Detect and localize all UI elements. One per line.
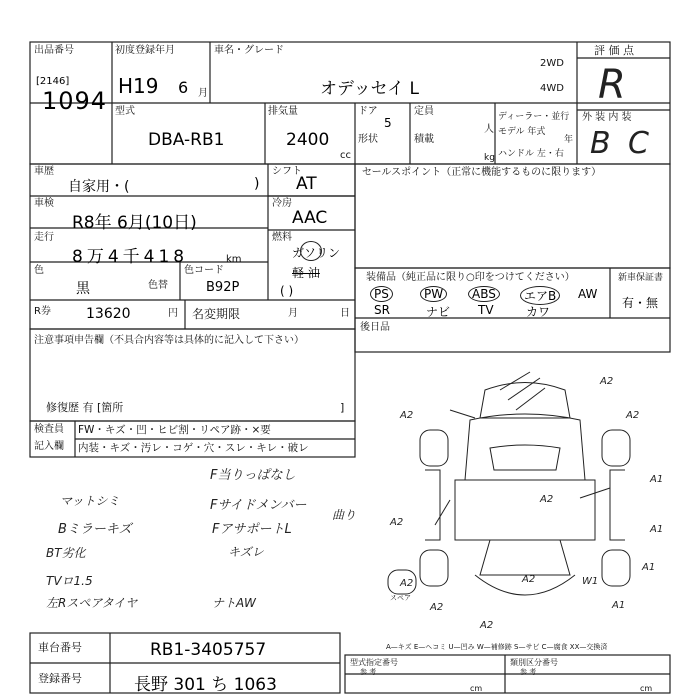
equip-aw: AW [578,287,598,301]
cert-number-label: 型式指定番号 [350,658,398,667]
door-count: 5 [384,116,392,130]
note-line-11: ナトAW [212,596,256,610]
mileage-value: 8万4千418 [72,247,189,267]
category-label: 車歴 [34,166,54,177]
capacity-label: 定員 [414,106,434,117]
handle-label: ハンドル 左・右 [498,149,564,159]
month-unit: 月 [198,88,208,99]
sales-point-title: セールスポイント（正常に機能するものに限ります） [362,167,602,178]
color-label: 色 [34,265,44,276]
score-value: R [598,62,626,108]
model-code: DBA-RB1 [148,130,225,150]
note-line-1: F当りっぱなし [210,468,296,483]
reference-label-1: 参 考 [360,668,377,676]
damage-mark-13: A2 [480,620,494,630]
damage-mark-8: A1 [642,562,656,573]
fuel-value: ガソリン [292,246,341,260]
lot-number: 1094 [42,87,108,115]
equip-abs: ABS [468,286,500,302]
category-value: 自家用・( [68,179,130,195]
repair-history: 修復歴 有 [箇所 [46,401,124,414]
dealer-label: ディーラー・並行 [498,112,570,122]
recycle-value: 13620 [86,306,131,322]
color-value: 黒 [76,281,90,297]
notes-title: 注意事項申告欄（不具合内容等は具体的に記入して下さい） [34,335,304,346]
km-unit: km [226,254,242,265]
class-number-label: 類別区分番号 [510,658,558,667]
note-line-4: Bミラーキズ [58,522,132,537]
warranty-value: 有・無 [622,296,659,310]
note-line-9: TVロ1.5 [46,574,93,588]
damage-mark-3: A2 [626,410,640,421]
displacement: 2400 [286,130,330,150]
shift-value: AT [296,174,317,194]
inspection-value: R8年 6月(10日) [72,213,197,233]
load-label: 積載 [414,134,434,145]
note-line-7: BT劣化 [46,546,86,560]
car-damage-diagram [380,370,670,630]
plate-number: 長野 301 ち 1063 [134,675,277,695]
damage-legend: A—キズ E—ヘコミ U—凹み W—補修跡 S—サビ C—腐食 XX—交換済 [386,643,608,651]
damage-mark-1: A2 [600,376,614,387]
plate-label: 登録番号 [38,672,82,685]
damage-mark-10: W1 [582,576,599,587]
equip-tv: TV [478,303,494,317]
note-line-10: 左Rスペアタイヤ [46,596,138,610]
note-line-6: 曲り [332,508,357,522]
damage-mark-11: A2 [400,578,414,589]
note-line-3: Fサイドメンバー [210,498,307,513]
exterior-grade: B [590,126,611,161]
repair-history-close: ] [340,401,345,414]
score-label: 評 価 点 [594,44,634,57]
name-change-label: 名変期限 [192,307,241,321]
equipment-title: 装備品（純正品に限り○印をつけてください） [366,272,575,283]
damage-mark-7: A2 [540,494,554,505]
first-registration-label: 初度登録年月 [115,45,175,56]
spare-label: スペア [390,594,411,602]
car-name-label: 車名・グレード [214,45,284,56]
exterior-interior-label: 外 装 内 装 [582,112,632,123]
car-name: オデッセイ L [320,79,420,99]
later-items-label: 後日品 [360,322,390,333]
drive-4wd: 4WD [540,83,564,94]
person-unit: 人 [484,124,494,135]
equip-ps: PS [370,286,393,302]
note-line-8: キズレ [228,545,264,559]
shape-label: 形状 [358,134,378,145]
note-line-2: マットシミ [60,494,120,508]
inspector-row-1: FW・キズ・凹・ヒビ割・リペア跡・×要 [78,424,271,436]
door-label: ドア [358,106,378,117]
color-code-label: 色コード [184,265,224,276]
recycle-label: R券 [34,306,51,317]
model-label: 型式 [115,106,135,117]
color-change-label: 色替 [148,280,168,291]
damage-mark-5: A2 [390,517,404,528]
ac-label: 冷房 [272,198,292,209]
inspector-label: 検査員 [34,424,64,435]
chassis-number: RB1-3405757 [150,640,267,660]
entry-label: 記入欄 [34,441,64,452]
year-unit: 年 [564,135,574,145]
lot-code: [2146] [36,76,70,87]
equip-pw: PW [420,286,447,302]
name-change-day: 日 [340,308,350,319]
shift-label: シフト [272,166,302,177]
fuel-other: ( ) [280,284,294,298]
first-registration-month: 6 [178,78,189,97]
inspection-label: 車検 [34,198,54,209]
displacement-label: 排気量 [268,106,298,117]
equip-navi: ナビ [426,305,451,319]
equip-sr: SR [374,303,390,317]
reference-label-2: 参 考 [520,668,537,676]
interior-grade: C [628,126,649,161]
cc-unit: cc [340,150,351,161]
kg-unit: kg [484,153,495,163]
chassis-label: 車台番号 [38,641,82,654]
warranty-label: 新車保証書 [618,273,664,283]
equip-leather: カワ [526,305,551,319]
damage-mark-12: A2 [430,602,444,613]
equip-airbag: エアB [520,286,560,305]
fuel-diesel-option: 軽 油 [292,266,320,280]
first-registration-year: H19 [118,74,159,98]
cm-unit-1: cm [470,684,483,693]
yen-unit: 円 [168,308,178,319]
damage-mark-6: A1 [650,524,664,535]
name-change-month: 月 [288,308,298,319]
fuel-label: 燃料 [272,232,292,243]
ac-value: AAC [292,208,328,228]
damage-mark-9: A2 [522,574,536,585]
category-close: ) [254,176,260,192]
damage-mark-2: A2 [400,410,414,421]
lot-number-label: 出品番号 [34,45,74,56]
drive-2wd: 2WD [540,58,564,69]
damage-mark-4: A1 [650,474,664,485]
inspector-row-2: 内装・キズ・汚レ・コゲ・穴・スレ・キレ・破レ [78,442,309,454]
note-line-5: FアサポートL [212,522,292,537]
model-year-label: モデル 年式 [498,127,546,137]
fuel-circle-mark [300,241,322,261]
damage-mark-14: A1 [612,600,626,611]
mileage-label: 走行 [34,232,54,243]
cm-unit-2: cm [640,684,653,693]
color-code: B92P [206,280,240,295]
